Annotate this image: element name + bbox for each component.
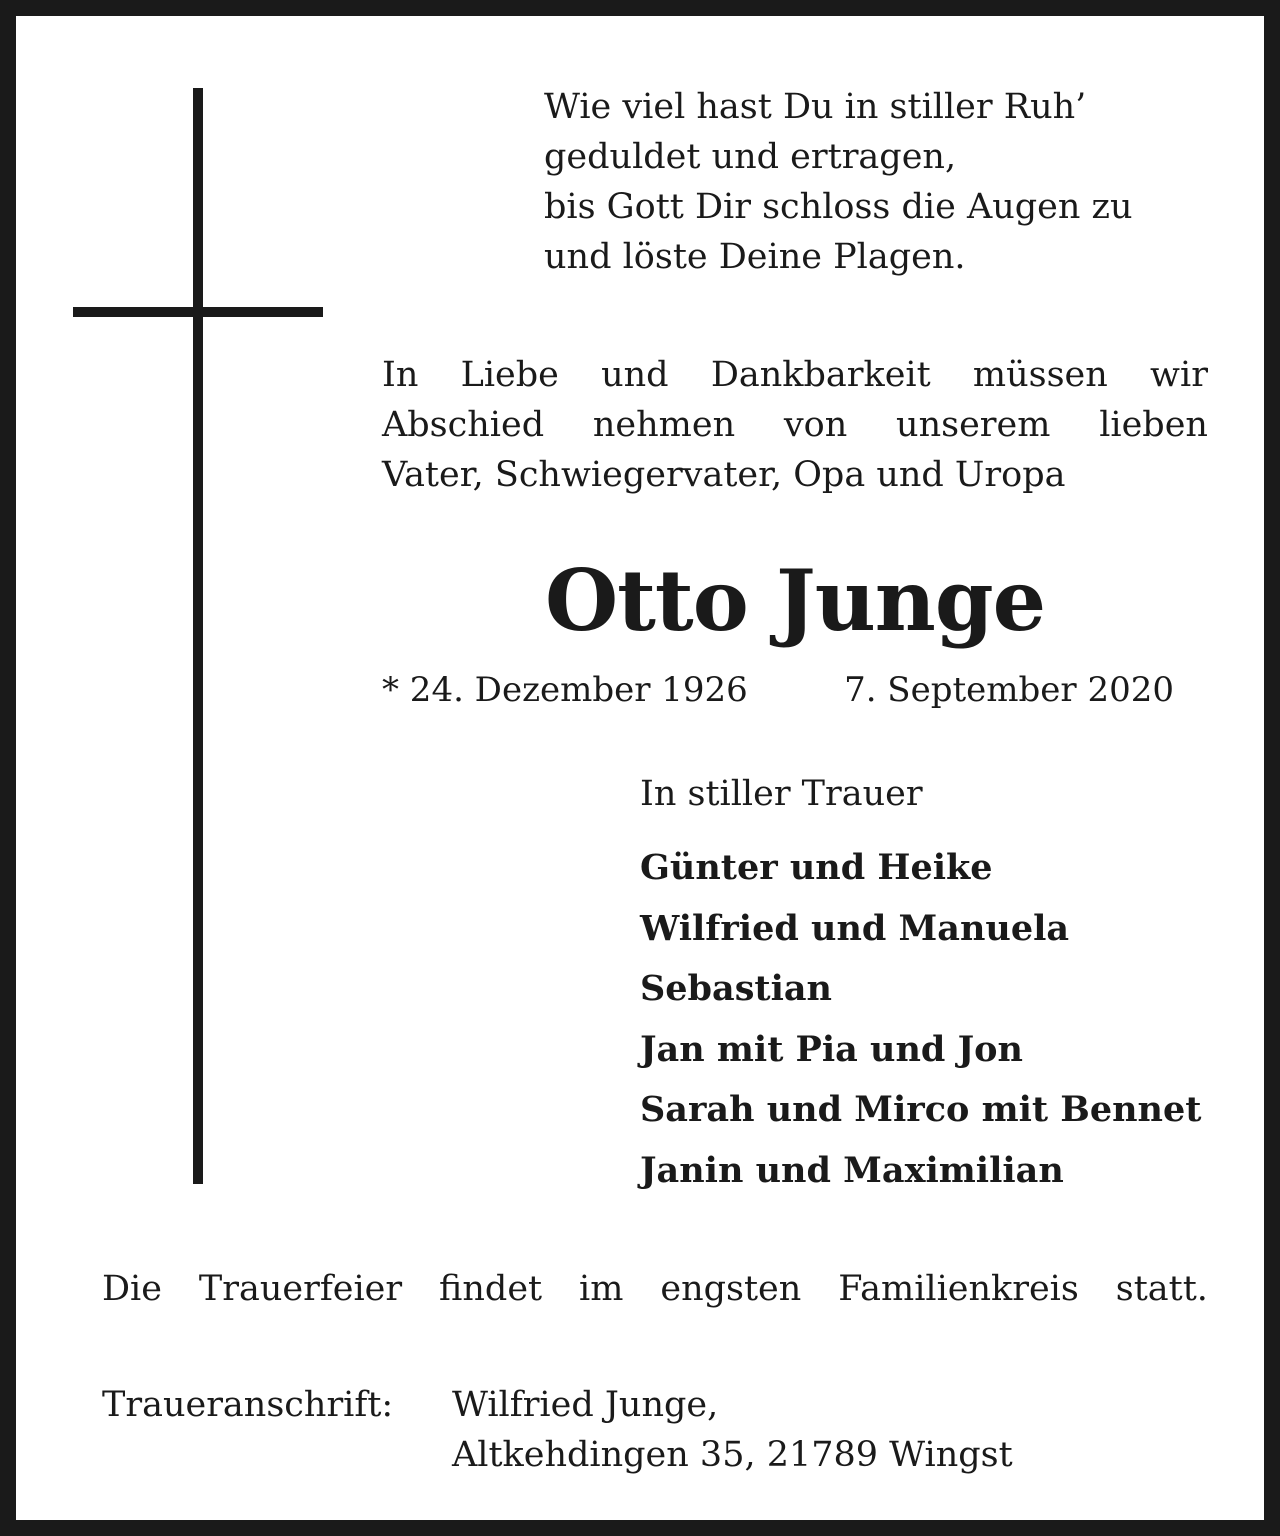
cross-horizontal-bar: [73, 307, 323, 317]
deceased-name: Otto Junge: [544, 551, 1046, 650]
intro-word: nehmen: [592, 405, 736, 445]
ceremony-note: [102, 1264, 1208, 1314]
mourner-entry: Sebastian: [640, 968, 832, 1009]
mourners-list: [640, 838, 1201, 1201]
mourner-entry: Janin und Maximilian: [640, 1149, 1064, 1191]
mourning-address: [452, 1380, 1013, 1480]
intro-text: [382, 350, 1208, 500]
ceremony-word: engsten: [660, 1269, 802, 1309]
intro-word: Dankbarkeit: [710, 355, 931, 395]
intro-word: Abschied: [382, 405, 545, 445]
address-label: Traueranschrift:: [102, 1385, 394, 1425]
intro-word: lieben: [1099, 405, 1208, 445]
poem-line: geduldet und ertragen,: [544, 137, 957, 177]
mourner-entry: Sarah und Mirco mit Bennet: [640, 1089, 1202, 1130]
intro-word: Liebe: [460, 355, 559, 395]
intro-word: unserem: [896, 405, 1051, 445]
intro-word: müssen: [972, 355, 1108, 395]
intro-word: und: [601, 355, 669, 395]
intro-word: von: [783, 405, 848, 445]
mourning-label: In stiller Trauer: [640, 774, 923, 814]
ceremony-word: Trauerfeier: [198, 1269, 403, 1309]
mourner-entry: Jan mit Pia und Jon: [640, 1028, 1023, 1070]
ceremony-word: Die: [102, 1269, 162, 1309]
poem: [544, 82, 1133, 282]
ceremony-word: findet: [439, 1269, 543, 1309]
ceremony-word: im: [579, 1269, 624, 1309]
poem-line: Wie viel hast Du in stiller Ruh’: [544, 87, 1087, 127]
cross-vertical-bar: [193, 88, 203, 1184]
intro-line-1: [382, 350, 1208, 400]
address-line: Wilfried Junge,: [452, 1385, 719, 1425]
address-line: Altkehdingen 35, 21789 Wingst: [452, 1435, 1013, 1475]
ceremony-word: Familienkreis: [838, 1269, 1079, 1309]
death-date: 7. September 2020: [844, 670, 1174, 710]
mourner-entry: Wilfried und Manuela: [640, 907, 1070, 949]
intro-word: In: [382, 355, 419, 395]
ceremony-word: statt.: [1115, 1269, 1208, 1309]
birth-date: * 24. Dezember 1926: [382, 670, 748, 710]
poem-line: und löste Deine Plagen.: [544, 237, 966, 277]
intro-line-3: Vater, Schwiegervater, Opa und Uropa: [382, 455, 1066, 495]
intro-word: wir: [1150, 355, 1208, 395]
mourner-entry: Günter und Heike: [640, 847, 993, 888]
intro-line-2: [382, 400, 1208, 450]
poem-line: bis Gott Dir schloss die Augen zu: [544, 187, 1133, 227]
